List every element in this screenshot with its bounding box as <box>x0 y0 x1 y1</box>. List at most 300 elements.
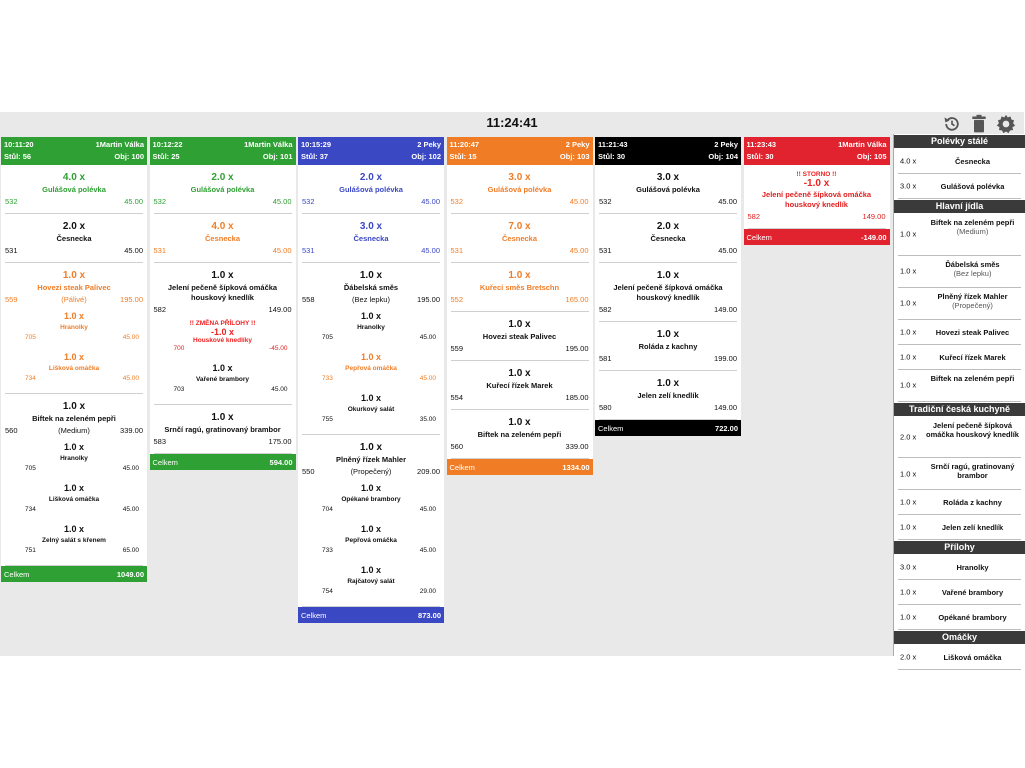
item-name: Hovezi steak Palivec <box>37 283 111 292</box>
side-row <box>306 505 436 516</box>
item-qty: -1.0 x <box>803 178 830 189</box>
total-amount: 594.00 <box>269 458 293 467</box>
summary-qty: 2.0 x <box>900 652 917 662</box>
summary-name-block <box>924 645 1021 662</box>
item-code: 554 <box>450 393 464 402</box>
side-price: 45.00 <box>419 334 436 341</box>
side-name: Hranolky <box>357 324 385 331</box>
item-code: 552 <box>450 295 464 304</box>
item-name: Jelen zelí knedlík <box>637 391 699 400</box>
category-header: Hlavní jídla <box>894 200 1025 213</box>
item-price: 209.00 <box>417 467 440 476</box>
total-label: Celkem <box>301 611 327 620</box>
item-qty: 1.0 x <box>508 417 531 428</box>
item-row <box>5 425 143 437</box>
gear-icon[interactable] <box>996 114 1016 134</box>
order-ticket[interactable] <box>1 137 147 582</box>
item-row <box>451 294 589 306</box>
change-price: -45.00 <box>269 345 288 352</box>
item-name: Srnčí ragú, gratinovaný brambor <box>164 425 281 434</box>
change-row <box>158 344 288 355</box>
summary-note: (Bez lepku) <box>953 268 992 278</box>
item-price: 165.00 <box>565 295 589 304</box>
category-header: Tradiční česká kuchyně <box>894 403 1025 416</box>
order-item[interactable] <box>5 165 143 214</box>
total-amount: 873.00 <box>418 611 441 620</box>
order-ticket[interactable] <box>595 137 741 436</box>
item-price: 45.00 <box>569 197 589 206</box>
ticket-waiter: 2 Peky <box>417 140 441 149</box>
summary-qty: 1.0 x <box>900 229 917 239</box>
order-item[interactable] <box>154 165 292 214</box>
summary-item[interactable] <box>898 256 1021 288</box>
side-price: 45.00 <box>122 375 139 382</box>
summary-item[interactable] <box>898 214 1021 256</box>
ticket-total-bar <box>744 229 890 245</box>
item-code: 531 <box>302 246 315 255</box>
order-item[interactable] <box>154 263 292 405</box>
item-name: Kuřecí směs Bretschn <box>479 283 560 292</box>
item-name: Biftek na zeleném pepři <box>477 430 562 439</box>
change-qty: -1.0 x <box>210 327 234 337</box>
item-code: 558 <box>302 295 315 304</box>
side-price: 45.00 <box>122 465 139 472</box>
ticket-order-number: Obj: 101 <box>262 152 293 161</box>
summary-item[interactable] <box>898 149 1021 174</box>
summary-name: Česnecka <box>954 157 991 166</box>
summary-item[interactable] <box>898 605 1021 630</box>
order-item[interactable] <box>302 214 440 263</box>
item-code: 559 <box>450 344 464 353</box>
summary-item[interactable] <box>898 417 1021 459</box>
item-row <box>5 245 143 257</box>
order-item[interactable] <box>451 312 589 361</box>
side-name: Pepřová omáčka <box>345 537 397 544</box>
side-price: 45.00 <box>419 375 436 382</box>
summary-name-block <box>924 214 1021 236</box>
side-code: 704 <box>322 506 333 513</box>
side-qty: 1.0 x <box>63 311 85 321</box>
summary-item[interactable] <box>898 345 1021 370</box>
order-ticket[interactable] <box>447 137 593 475</box>
side-price: 65.00 <box>122 547 139 554</box>
item-row <box>451 245 589 257</box>
summary-item[interactable] <box>898 174 1021 199</box>
summary-name-block <box>924 320 1021 337</box>
side-name: Lišková omáčka <box>48 365 100 372</box>
side-code: 733 <box>322 375 333 382</box>
item-qty: 4.0 x <box>211 221 234 232</box>
category-header: Přílohy <box>894 541 1025 554</box>
item-row <box>451 196 589 208</box>
side-item <box>306 388 436 429</box>
side-item <box>306 347 436 388</box>
item-price: 195.00 <box>120 295 143 304</box>
item-price: 45.00 <box>272 246 292 255</box>
ticket-waiter: 2 Peky <box>565 140 590 149</box>
summary-item[interactable] <box>898 645 1021 670</box>
item-qty: 7.0 x <box>508 221 531 232</box>
item-code: 580 <box>599 403 612 412</box>
side-row <box>9 374 139 385</box>
side-name: Lišková omáčka <box>48 496 100 503</box>
ticket-table: Stůl: 30 <box>746 152 774 161</box>
kitchen-display <box>0 112 1024 662</box>
ticket-order-number: Obj: 100 <box>114 152 144 161</box>
order-item[interactable] <box>154 405 292 454</box>
item-code: 531 <box>450 246 464 255</box>
ticket-order-number: Obj: 103 <box>559 152 590 161</box>
order-item[interactable] <box>451 361 589 410</box>
ticket-waiter: 2 Peky <box>714 140 738 149</box>
change-name: Houskové knedlíky <box>193 337 252 344</box>
summary-name: Ďábelská směs <box>945 259 1000 269</box>
side-item <box>9 437 139 478</box>
side-qty: 1.0 x <box>360 393 382 403</box>
side-change <box>158 316 288 358</box>
side-row <box>9 333 139 344</box>
item-name: Hovezi steak Palivec <box>482 332 557 341</box>
order-item[interactable] <box>599 263 737 322</box>
item-price: 45.00 <box>124 197 143 206</box>
summary-name: Vařené brambory <box>941 588 1004 597</box>
ticket-table: Stůl: 15 <box>449 152 477 161</box>
summary-name-block <box>924 174 1021 191</box>
item-qty: 1.0 x <box>508 270 531 281</box>
item-price: 45.00 <box>718 246 737 255</box>
side-price: 45.00 <box>122 334 139 341</box>
item-code: 581 <box>599 354 612 363</box>
summary-item[interactable] <box>898 555 1021 580</box>
item-qty: 3.0 x <box>508 172 531 183</box>
side-item <box>306 306 436 347</box>
change-title: !! ZMĚNA PŘÍLOHY !! <box>189 320 256 327</box>
total-amount: 722.00 <box>715 424 738 433</box>
summary-item[interactable] <box>898 490 1021 515</box>
item-code: 582 <box>599 305 612 314</box>
side-code: 755 <box>322 416 333 423</box>
ticket-total-bar <box>447 459 593 475</box>
side-qty: 1.0 x <box>360 483 382 493</box>
total-amount: 1334.00 <box>562 463 590 472</box>
side-qty: 1.0 x <box>63 483 85 493</box>
item-qty: 4.0 x <box>62 172 86 183</box>
order-item[interactable] <box>302 263 440 435</box>
item-price: 45.00 <box>421 246 440 255</box>
side-price: 45.00 <box>271 386 288 393</box>
order-ticket[interactable] <box>150 137 296 470</box>
summary-name: Gulášová polévka <box>940 182 1005 191</box>
item-code: 560 <box>5 426 18 435</box>
item-qty: 1.0 x <box>359 270 383 281</box>
item-price: 175.00 <box>268 437 292 446</box>
ticket-waiter: 1Martin Válka <box>838 140 887 149</box>
summary-name-block <box>924 555 1021 572</box>
item-qty: 1.0 x <box>656 378 680 389</box>
summary-item[interactable] <box>898 580 1021 605</box>
item-qty: 1.0 x <box>211 412 234 423</box>
item-price: 45.00 <box>569 246 589 255</box>
item-price: 185.00 <box>565 393 589 402</box>
item-qty: 1.0 x <box>62 401 86 412</box>
storno-item <box>748 165 886 229</box>
side-name: Pepřová omáčka <box>345 365 397 372</box>
side-code: 703 <box>173 386 185 393</box>
summary-name: Hovezi steak Palivec <box>935 327 1010 337</box>
summary-item[interactable] <box>898 458 1021 490</box>
order-item[interactable] <box>451 263 589 312</box>
side-name: Hranolky <box>60 324 88 331</box>
order-item[interactable] <box>302 435 440 607</box>
ticket-total-bar <box>595 420 741 436</box>
total-label: Celkem <box>746 233 772 242</box>
ticket-time: 11:21:43 <box>598 140 628 149</box>
side-row <box>9 546 139 557</box>
summary-item[interactable] <box>898 288 1021 320</box>
summary-qty: 1.0 x <box>900 497 917 507</box>
order-item[interactable] <box>451 410 589 459</box>
storno-title: !! STORNO !! <box>796 171 837 178</box>
side-code: 754 <box>322 588 333 595</box>
summary-qty: 1.0 x <box>900 380 917 390</box>
item-row <box>451 441 589 453</box>
side-row <box>306 333 436 344</box>
summary-qty: 1.0 x <box>900 352 917 361</box>
side-row <box>9 505 139 516</box>
side-item <box>306 519 436 560</box>
side-row <box>306 546 436 557</box>
item-code: 531 <box>153 246 167 255</box>
summary-qty: 1.0 x <box>900 522 917 532</box>
side-row <box>306 587 436 598</box>
total-amount: 1049.00 <box>116 570 144 579</box>
item-row <box>599 245 737 257</box>
summary-name: Srnčí ragú, gratinovaný brambor <box>930 462 1015 480</box>
item-code: 532 <box>5 197 18 206</box>
ticket-time: 11:23:43 <box>746 140 777 149</box>
order-item[interactable] <box>599 371 737 420</box>
item-name: Česnecka <box>353 234 389 243</box>
side-price: 45.00 <box>419 506 436 513</box>
ticket-waiter: 1Martin Válka <box>95 140 144 149</box>
item-row <box>154 196 292 208</box>
item-name: Ďábelská směs <box>343 283 399 292</box>
side-name: Opékané brambory <box>341 496 401 503</box>
item-code: 532 <box>599 197 612 206</box>
item-code: 582 <box>747 212 761 221</box>
ticket-table: Stůl: 30 <box>598 152 626 161</box>
item-qty: 1.0 x <box>508 319 531 330</box>
ticket-table: Stůl: 25 <box>152 152 180 161</box>
ticket-time: 10:15:29 <box>301 140 332 149</box>
order-ticket[interactable] <box>744 137 890 245</box>
summary-qty: 1.0 x <box>900 266 917 276</box>
item-price: 339.00 <box>565 442 589 451</box>
side-qty: 1.0 x <box>360 352 382 362</box>
item-row <box>302 466 440 478</box>
item-row <box>154 304 292 316</box>
history-icon[interactable] <box>942 114 962 134</box>
summary-name: Biftek na zeleném pepři <box>930 218 1015 227</box>
side-qty: 1.0 x <box>360 565 382 575</box>
ticket-order-number: Obj: 105 <box>856 152 887 161</box>
side-code: 733 <box>322 547 333 554</box>
side-row <box>306 374 436 385</box>
summary-item[interactable] <box>898 320 1021 345</box>
order-item[interactable] <box>451 165 589 214</box>
order-item[interactable] <box>302 165 440 214</box>
order-item[interactable] <box>599 214 737 263</box>
category-header: Omáčky <box>894 631 1025 644</box>
summary-note: (Medium) <box>956 227 989 236</box>
ticket-total-bar <box>1 566 147 582</box>
summary-qty: 1.0 x <box>900 469 917 478</box>
item-name: Jelení pečeně šípková omáčka houskový knedlík <box>167 283 278 302</box>
item-row <box>302 245 440 257</box>
item-code: 583 <box>153 437 167 446</box>
ticket-header <box>298 137 444 165</box>
item-row <box>302 294 440 306</box>
summary-qty: 3.0 x <box>900 562 917 572</box>
summary-name-block <box>924 345 1021 362</box>
item-name: Gulášová polévka <box>339 185 403 194</box>
side-price: 35.00 <box>419 416 436 423</box>
item-qty: 1.0 x <box>211 270 234 281</box>
summary-name-block <box>924 458 1021 480</box>
item-name: Plněný řízek Mahler <box>335 455 407 464</box>
summary-name-block <box>924 580 1021 597</box>
order-ticket[interactable] <box>298 137 444 623</box>
order-item[interactable] <box>5 394 143 566</box>
summary-name-block <box>924 149 1021 166</box>
order-item[interactable] <box>451 214 589 263</box>
item-name: Biftek na zeleném pepři <box>32 414 116 423</box>
total-label: Celkem <box>152 458 178 467</box>
summary-item[interactable] <box>898 515 1021 540</box>
top-bar <box>0 112 1024 136</box>
side-name: Hranolky <box>60 455 88 462</box>
item-note: (Medium) <box>58 426 90 435</box>
order-item[interactable] <box>599 322 737 371</box>
side-qty: 1.0 x <box>63 352 85 362</box>
category-header: Polévky stálé <box>894 135 1025 148</box>
item-qty: 1.0 x <box>359 442 383 453</box>
summary-name-block <box>924 370 1021 383</box>
summary-name-block <box>924 288 1021 310</box>
item-code: 532 <box>450 197 464 206</box>
order-item[interactable] <box>5 214 143 263</box>
summary-qty: 1.0 x <box>900 587 917 597</box>
item-price: 339.00 <box>120 426 143 435</box>
order-item[interactable] <box>5 263 143 394</box>
total-label: Celkem <box>449 463 475 472</box>
summary-name-block <box>924 490 1021 507</box>
item-qty: 1.0 x <box>62 270 86 281</box>
summary-name: Jelení pečeně šípková omáčka houskový knedlík <box>926 420 1019 439</box>
summary-name: Plněný řízek Mahler <box>937 291 1008 301</box>
item-qty: 3.0 x <box>359 221 383 232</box>
item-qty: 1.0 x <box>656 329 680 340</box>
side-price: 45.00 <box>122 506 139 513</box>
item-name: Gulášová polévka <box>487 185 552 194</box>
item-code: 532 <box>302 197 315 206</box>
summary-name: Hranolky <box>956 563 989 572</box>
side-row <box>306 415 436 426</box>
item-name: Kuřecí řízek Marek <box>486 381 553 390</box>
item-price: 195.00 <box>565 344 589 353</box>
item-name: Gulášová polévka <box>636 185 700 194</box>
side-item <box>158 358 288 399</box>
item-name: Roláda z kachny <box>638 342 698 351</box>
item-qty: 1.0 x <box>656 270 680 281</box>
summary-qty: 1.0 x <box>900 298 917 308</box>
item-price: 45.00 <box>718 197 737 206</box>
summary-name: Lišková omáčka <box>943 653 1002 662</box>
item-code: 582 <box>153 305 167 314</box>
item-row <box>599 304 737 316</box>
side-item <box>9 478 139 519</box>
side-qty: 1.0 x <box>360 524 382 534</box>
ticket-total-bar <box>298 607 444 623</box>
summary-name-block <box>924 417 1021 439</box>
ticket-order-number: Obj: 102 <box>411 152 441 161</box>
item-row <box>5 196 143 208</box>
side-code: 705 <box>25 465 36 472</box>
order-item[interactable] <box>599 165 737 214</box>
item-code: 531 <box>5 246 18 255</box>
ticket-total-bar <box>150 454 296 470</box>
clock: 11:24:41 <box>486 115 538 130</box>
item-name: Jelení pečeně šípková omáčka houskový knedlík <box>613 283 723 302</box>
summary-name: Biftek na zeleném pepři <box>930 373 1015 383</box>
item-row <box>599 196 737 208</box>
item-qty: 3.0 x <box>656 172 680 183</box>
ticket-time: 11:20:47 <box>449 140 480 149</box>
change-code: 700 <box>173 345 185 352</box>
item-code: 559 <box>5 295 18 304</box>
summary-qty: 1.0 x <box>900 327 917 336</box>
item-price: 45.00 <box>272 197 292 206</box>
summary-name: Opékané brambory <box>938 613 1007 622</box>
item-price: 45.00 <box>421 197 440 206</box>
summary-item[interactable] <box>898 370 1021 402</box>
ticket-header <box>150 137 296 165</box>
ticket-time: 10:12:22 <box>152 140 183 149</box>
item-name: Česnecka <box>204 234 241 243</box>
item-code: 532 <box>153 197 167 206</box>
side-qty: 1.0 x <box>63 442 85 452</box>
item-name: Česnecka <box>56 234 92 243</box>
item-price: 199.00 <box>714 354 737 363</box>
ticket-table: Stůl: 56 <box>4 152 32 161</box>
summary-qty: 3.0 x <box>900 181 917 191</box>
summary-note: (Propečený) <box>952 300 993 310</box>
summary-sidebar <box>893 134 1025 662</box>
trash-icon[interactable] <box>969 114 989 134</box>
summary-name-block <box>924 256 1021 278</box>
order-item[interactable] <box>154 214 292 263</box>
item-note: (Bez lepku) <box>352 295 390 304</box>
item-price: 195.00 <box>417 295 440 304</box>
summary-qty: 2.0 x <box>900 432 917 442</box>
item-price: 149.00 <box>714 305 737 314</box>
item-row <box>5 294 143 306</box>
side-qty: 1.0 x <box>63 524 85 534</box>
item-note: (Propečený) <box>350 467 392 476</box>
side-name: Zelný salát s křenem <box>42 537 106 544</box>
item-name: Česnecka <box>650 234 686 243</box>
item-code: 550 <box>302 467 315 476</box>
